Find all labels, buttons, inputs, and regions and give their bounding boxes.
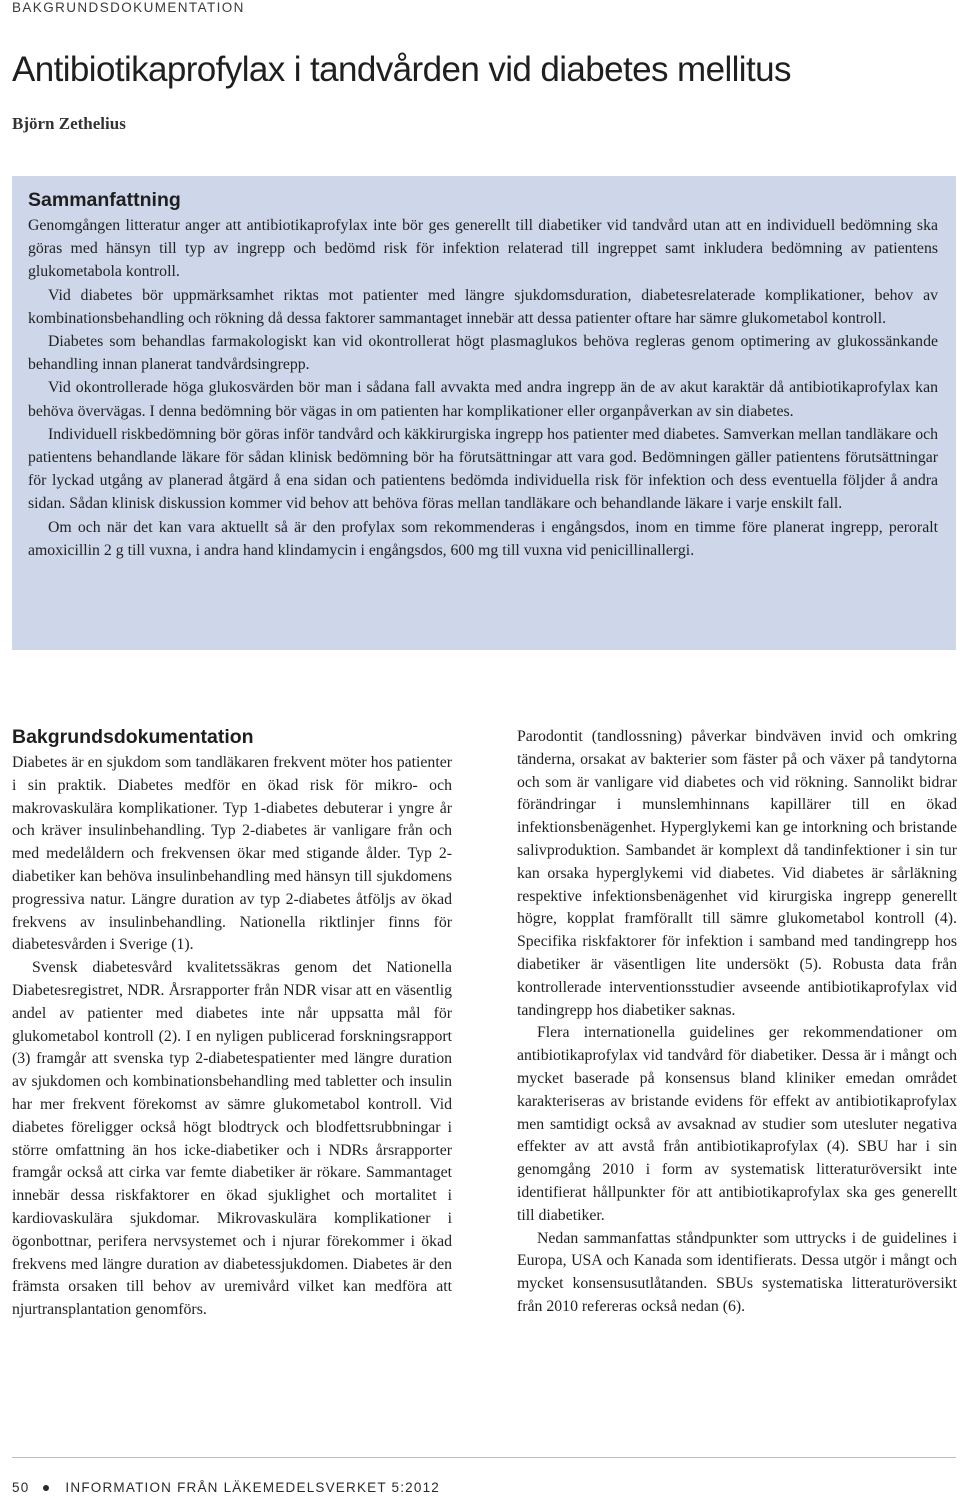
summary-paragraph: Diabetes som behandlas farmakologiskt kan vid okontrollerat högt plasmaglukos behöva regleras genom optimering av glukossänkande behandling innan planerat tandvårdsingrepp. xyxy=(28,333,938,374)
summary-paragraph: Genomgången litteratur anger att antibiotikaprofylax inte bör ges generellt till diabetiker vid tandvård utan att en individuell bedömning ska göras med hänsyn till typ av ingrepp och bedömd risk för infektion relaterad till ingreppet samt inkludera bedömning av patientens glukometabola kontroll. xyxy=(28,217,938,281)
summary-paragraph: Vid okontrollerade höga glukosvärden bör man i sådana fall avvakta med andra ingrepp än de av akut karaktär då antibiotikaprofylax kan behöva övervägas. I denna bedömning bör vägas in om patienten har komplikationer eller organpåverkan av sin diabetes. xyxy=(28,379,938,420)
author-name: Björn Zethelius xyxy=(12,114,126,133)
summary-paragraph: Vid diabetes bör uppmärksamhet riktas mot patienter med längre sjukdomsduration, diabetesrelaterade komplikationer, behov av kombinationsbehandling och rökning då dessa faktorer sammantaget innebär att dessa patienter oftare har sämre glukometabol kontroll. xyxy=(28,286,938,327)
body-paragraph: Diabetes är en sjukdom som tandläkaren frekvent möter hos patienter i sin praktik. Diabetes medför en ökad risk för mikro- och makrovaskulära komplikationer. Typ 1-diabetes debuterar i yngre år och kräver insulinbehandling. Typ 2-diabetes är vanligare från och med medelåldern och frekvensen ökar med stigande ålder. Typ 2-diabetiker kan behöva insulinbehandling med hänsyn till sjukdomens progressiva natur. Längre duration av typ 2-diabetes åtföljs av ökad frekvens av insulinbehandling. Nationella riktlinjer finns för diabetesvården i Sverige (1). xyxy=(12,754,452,954)
footer-divider xyxy=(12,1457,956,1458)
summary-heading: Sammanfattning xyxy=(28,189,181,211)
body-paragraph: Nedan sammanfattas ståndpunkter som uttrycks i de guidelines i Europa, USA och Kanada som identifierats. Dessa utgör i mångt och mycket konsensusutlåtanden. SBUs systematiska litteraturöversikt från 2010 refereras också nedan (6). xyxy=(517,1229,957,1315)
body-paragraph: Flera internationella guidelines ger rekommendationer om antibiotikaprofylax vid tandvård för diabetiker. Dessa är i mångt och mycket baserade på konsensus bland kliniker emedan området karakteriseras av bristande evidens för effekt av antibiotikaprofylax men samtidigt också av avsaknad av studier som utesluter negativa effekter av att avstå från antibiotikaprofylax (4). SBU har i sin genomgång 2010 i form av systematisk litteraturöversikt inte identifierat hållpunkter för att antibiotikaprofylax ska ges generellt till diabetiker. xyxy=(517,1024,957,1224)
publication-name: INFORMATION FRÅN LÄKEMEDELSVERKET 5:2012 xyxy=(65,1480,441,1495)
page-number: 50 xyxy=(12,1480,30,1495)
page-footer xyxy=(12,1480,440,1495)
summary-paragraph: Om och när det kan vara aktuellt så är den profylax som rekommenderas i engångsdos, inom en timme före planerat ingrepp, peroralt amoxicillin 2 g till vuxna, i andra hand klindamycin i engångsdos, 600 mg till vuxna vid penicillinallergi. xyxy=(28,518,938,559)
section-kicker: BAKGRUNDSDOKUMENTATION xyxy=(12,0,245,15)
page-title: Antibiotikaprofylax i tandvården vid diabetes mellitus xyxy=(12,50,791,89)
body-heading: Bakgrundsdokumentation xyxy=(12,726,254,748)
body-column-right xyxy=(517,726,957,1319)
summary-box xyxy=(12,176,956,650)
summary-paragraph: Individuell riskbedömning bör göras inför tandvård och käkkirurgiska ingrepp hos patienter med diabetes. Samverkan mellan tandläkare och patientens behandlande läkare för sådan klinisk bedömning bör ha förutsättningar att vara god. Bedömningen gäller patientens förutsättningar för lyckad utgång av planerad åtgärd å ena sidan och patientens bedömda individuella risk för infektion och dess eventuella följder å andra sidan. Sådan klinisk diskussion kommer vid behov att behöva föras mellan tandläkare och behandlande läkare i varje enskilt fall. xyxy=(28,425,938,513)
bullet-icon xyxy=(43,1485,49,1491)
body-paragraph: Svensk diabetesvård kvalitetssäkras genom det Nationella Diabetesregistret, NDR. Årsrapporter från NDR visar att en väsentlig andel av patienter med diabetes inte når uppsatta mål för glukometabol kontroll (2). I en nyligen publicerad forskningsrapport (3) framgår att svenska typ 2-diabetespatienter med längre duration av sjukdomen och kombinationsbehandling med tabletter och insulin har mer frekvent förekomst av sämre glukometabol kontroll. Vid diabetes föreligger också högt blodtryck och blodfettsrubbningar i större omfattning än hos icke-diabetiker och i NDRs årsrapporter framgår också att cirka var femte diabetiker är rökare. Sammantaget innebär dessa riskfaktorer en ökad sjuklighet och mortalitet i kardiovaskulära sjukdomar. Mikrovaskulära komplikationer i ögonbottnar, perifera nervsystemet och i njurar förekommer i ökad frekvens med längre duration av diabetessjukdomen. Diabetes är den främsta orsaken till behov av uremivård vilket kan medföra att njurtransplantation genomförs. xyxy=(12,959,452,1319)
body-paragraph: Parodontit (tandlossning) påverkar bindväven invid och omkring tänderna, orsakat av bakterier som fäster på och växer på tandytorna och som är vanligare vid diabetes och vid rökning. Sannolikt bidrar förändringar i munslemhinnans kapillärer till en ökad infektionsbenägenhet. Hyperglykemi kan ge intorkning och bristande salivproduktion. Sambandet är komplext då tandinfektioner i sin tur kan orsaka hyperglykemi vid diabetes. Vid diabetes är sårläkning respektive infektionsbenägenhet vid kirurgiska ingrepp generellt högre, kopplat framförallt till sämre glukometabol kontroll (4). Specifika riskfaktorer för infektion i samband med tandingrepp hos diabetiker är väsentligen lite undersökt (5). Robusta data från kontrollerade interventionsstudier avseende antibiotikaprofylax vid tandingrepp hos diabetiker saknas. xyxy=(517,728,957,1019)
body-column-left xyxy=(12,726,452,1322)
